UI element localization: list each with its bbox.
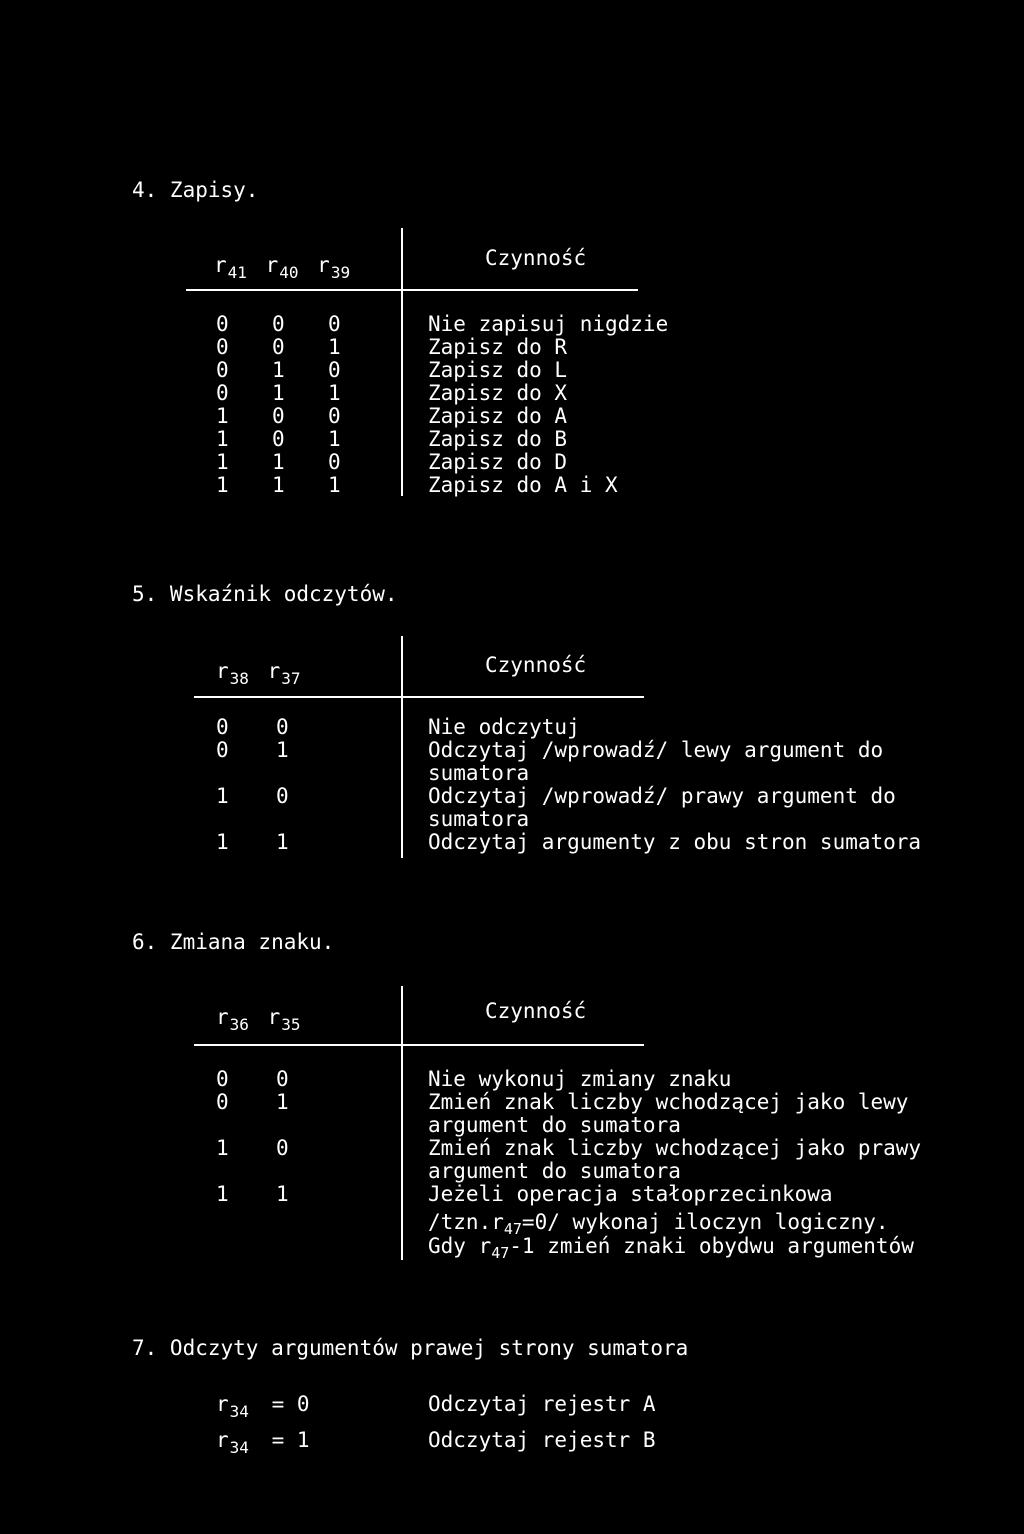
bit-value: 1 bbox=[216, 473, 229, 497]
bit-value: 0 bbox=[216, 1067, 229, 1091]
action-text-line: Zapisz do X bbox=[428, 381, 568, 405]
register-subscript: 34 bbox=[229, 1438, 249, 1457]
register-prefix: r bbox=[216, 1392, 229, 1416]
table-row-bits bbox=[216, 1092, 336, 1113]
bit-value: 0 bbox=[216, 715, 229, 739]
column-header-action: Czynność bbox=[485, 653, 587, 677]
table-row-bits bbox=[216, 337, 384, 358]
bit-value: 1 bbox=[328, 473, 341, 497]
column-header-bits: $r_{41}$ $r_{40}$ $r_{39}$ bbox=[214, 253, 351, 282]
action-text-line: sumatora bbox=[428, 807, 530, 831]
action-text-line: Odczytaj argumenty z obu stron sumatora bbox=[428, 830, 922, 854]
text-segment: -1 zmień znaki obydwu argumentów bbox=[509, 1234, 914, 1258]
bit-value: 0 bbox=[328, 312, 341, 336]
bit-value: 1 bbox=[272, 358, 285, 382]
bit-value: 0 bbox=[216, 335, 229, 359]
bit-value: 1 bbox=[272, 381, 285, 405]
text-segment: /tzn.r bbox=[428, 1210, 504, 1234]
register-row bbox=[216, 1428, 310, 1457]
register-row bbox=[216, 1392, 310, 1421]
register-subscript: 38 bbox=[229, 669, 249, 688]
table-row-bits bbox=[216, 832, 336, 853]
table-divider-horizontal bbox=[194, 696, 644, 698]
section-heading: 4. Zapisy. bbox=[132, 178, 259, 202]
register-subscript: 35 bbox=[281, 1015, 301, 1034]
action-text-line: sumatora bbox=[428, 761, 530, 785]
bit-value: 1 bbox=[328, 381, 341, 405]
bit-value: 1 bbox=[216, 830, 229, 854]
bit-value: 1 bbox=[216, 427, 229, 451]
register-subscript: 39 bbox=[330, 263, 351, 282]
text-segment: =0/ wykonaj iloczyn logiczny. bbox=[521, 1210, 889, 1234]
table-divider-vertical bbox=[401, 986, 403, 1260]
register-action: Odczytaj rejestr A bbox=[428, 1392, 656, 1416]
table-divider-horizontal bbox=[186, 289, 638, 291]
register-subscript: 47 bbox=[491, 1244, 510, 1262]
bit-value: 1 bbox=[272, 450, 285, 474]
table-divider-vertical bbox=[401, 636, 403, 858]
register-subscript: 37 bbox=[281, 669, 301, 688]
register-value: = 1 bbox=[271, 1428, 310, 1452]
table-row-bits bbox=[216, 383, 384, 404]
table-row-bits bbox=[216, 1184, 336, 1205]
table-row-bits bbox=[216, 740, 336, 761]
column-header-bits: $r_{38}$ $r_{37}$ bbox=[216, 659, 301, 688]
action-text-line: Zapisz do L bbox=[428, 358, 568, 382]
table-row-bits bbox=[216, 786, 336, 807]
action-text-line bbox=[428, 1210, 889, 1238]
bit-value: 0 bbox=[216, 381, 229, 405]
action-text-line: Zapisz do A i X bbox=[428, 473, 618, 497]
register-subscript: 41 bbox=[227, 263, 247, 282]
bit-value: 1 bbox=[216, 1136, 229, 1160]
column-header-action: Czynność bbox=[485, 999, 587, 1023]
bit-value: 0 bbox=[272, 404, 285, 428]
action-text-line: Zapisz do A bbox=[428, 404, 568, 428]
action-text-line: Zmień znak liczby wchodzącej jako lewy bbox=[428, 1090, 909, 1114]
text-segment: Gdy r bbox=[428, 1234, 492, 1258]
register-subscript: 34 bbox=[229, 1402, 249, 1421]
bit-value: 1 bbox=[276, 1182, 289, 1206]
action-text-line: Nie odczytuj bbox=[428, 715, 580, 739]
action-text-line: Odczytaj /wprowadź/ lewy argument do bbox=[428, 738, 884, 762]
bit-value: 0 bbox=[328, 358, 341, 382]
bit-value: 0 bbox=[216, 1090, 229, 1114]
bit-value: 1 bbox=[276, 830, 289, 854]
action-text-line: Zmień znak liczby wchodzącej jako prawy bbox=[428, 1136, 922, 1160]
register-subscript: 47 bbox=[503, 1220, 522, 1238]
table-divider-horizontal bbox=[194, 1044, 644, 1046]
bit-value: 1 bbox=[276, 1090, 289, 1114]
column-header-action: Czynność bbox=[485, 246, 587, 270]
section-heading: 7. Odczyty argumentów prawej strony sumatora bbox=[132, 1336, 689, 1360]
table-row-bits bbox=[216, 406, 384, 427]
bit-value: 0 bbox=[272, 427, 285, 451]
bit-value: 0 bbox=[276, 1067, 289, 1091]
action-text-line: Zapisz do B bbox=[428, 427, 568, 451]
register-subscript: 40 bbox=[279, 263, 299, 282]
bit-value: 1 bbox=[328, 335, 341, 359]
table-row-bits bbox=[216, 429, 384, 450]
table-row-bits bbox=[216, 314, 384, 335]
bit-value: 1 bbox=[216, 450, 229, 474]
action-text-line: Zapisz do R bbox=[428, 335, 568, 359]
table-row-bits bbox=[216, 717, 336, 738]
action-text-line bbox=[428, 1234, 914, 1262]
bit-value: 0 bbox=[216, 358, 229, 382]
bit-value: 0 bbox=[328, 450, 341, 474]
register-value: = 0 bbox=[271, 1392, 310, 1416]
table-divider-vertical bbox=[401, 228, 403, 496]
action-text-line: argument do sumatora bbox=[428, 1159, 681, 1183]
bit-value: 0 bbox=[328, 404, 341, 428]
bit-value: 0 bbox=[216, 738, 229, 762]
table-row-bits bbox=[216, 452, 384, 473]
column-header-bits: $r_{36}$ $r_{35}$ bbox=[216, 1005, 301, 1034]
section-heading: 6. Zmiana znaku. bbox=[132, 930, 335, 954]
bit-value: 1 bbox=[216, 1182, 229, 1206]
bit-value: 0 bbox=[276, 715, 289, 739]
register-subscript: 36 bbox=[229, 1015, 249, 1034]
action-text-line: Nie zapisuj nigdzie bbox=[428, 312, 669, 336]
register-prefix: r bbox=[216, 1428, 229, 1452]
table-row-bits bbox=[216, 475, 384, 496]
table-row-bits bbox=[216, 1138, 336, 1159]
section-heading: 5. Wskaźnik odczytów. bbox=[132, 582, 398, 606]
table-row-bits bbox=[216, 360, 384, 381]
table-row-bits bbox=[216, 1069, 336, 1090]
bit-value: 1 bbox=[328, 427, 341, 451]
bit-value: 0 bbox=[272, 335, 285, 359]
bit-value: 0 bbox=[276, 784, 289, 808]
bit-value: 0 bbox=[216, 312, 229, 336]
bit-value: 1 bbox=[216, 404, 229, 428]
register-action: Odczytaj rejestr B bbox=[428, 1428, 656, 1452]
bit-value: 1 bbox=[216, 784, 229, 808]
bit-value: 0 bbox=[276, 1136, 289, 1160]
action-text-line: Jeżeli operacja stałoprzecinkowa bbox=[428, 1182, 833, 1206]
bit-value: 1 bbox=[276, 738, 289, 762]
bit-value: 1 bbox=[272, 473, 285, 497]
action-text-line: Odczytaj /wprowadź/ prawy argument do bbox=[428, 784, 896, 808]
action-text-line: Zapisz do D bbox=[428, 450, 568, 474]
bit-value: 0 bbox=[272, 312, 285, 336]
action-text-line: argument do sumatora bbox=[428, 1113, 681, 1137]
action-text-line: Nie wykonuj zmiany znaku bbox=[428, 1067, 732, 1091]
